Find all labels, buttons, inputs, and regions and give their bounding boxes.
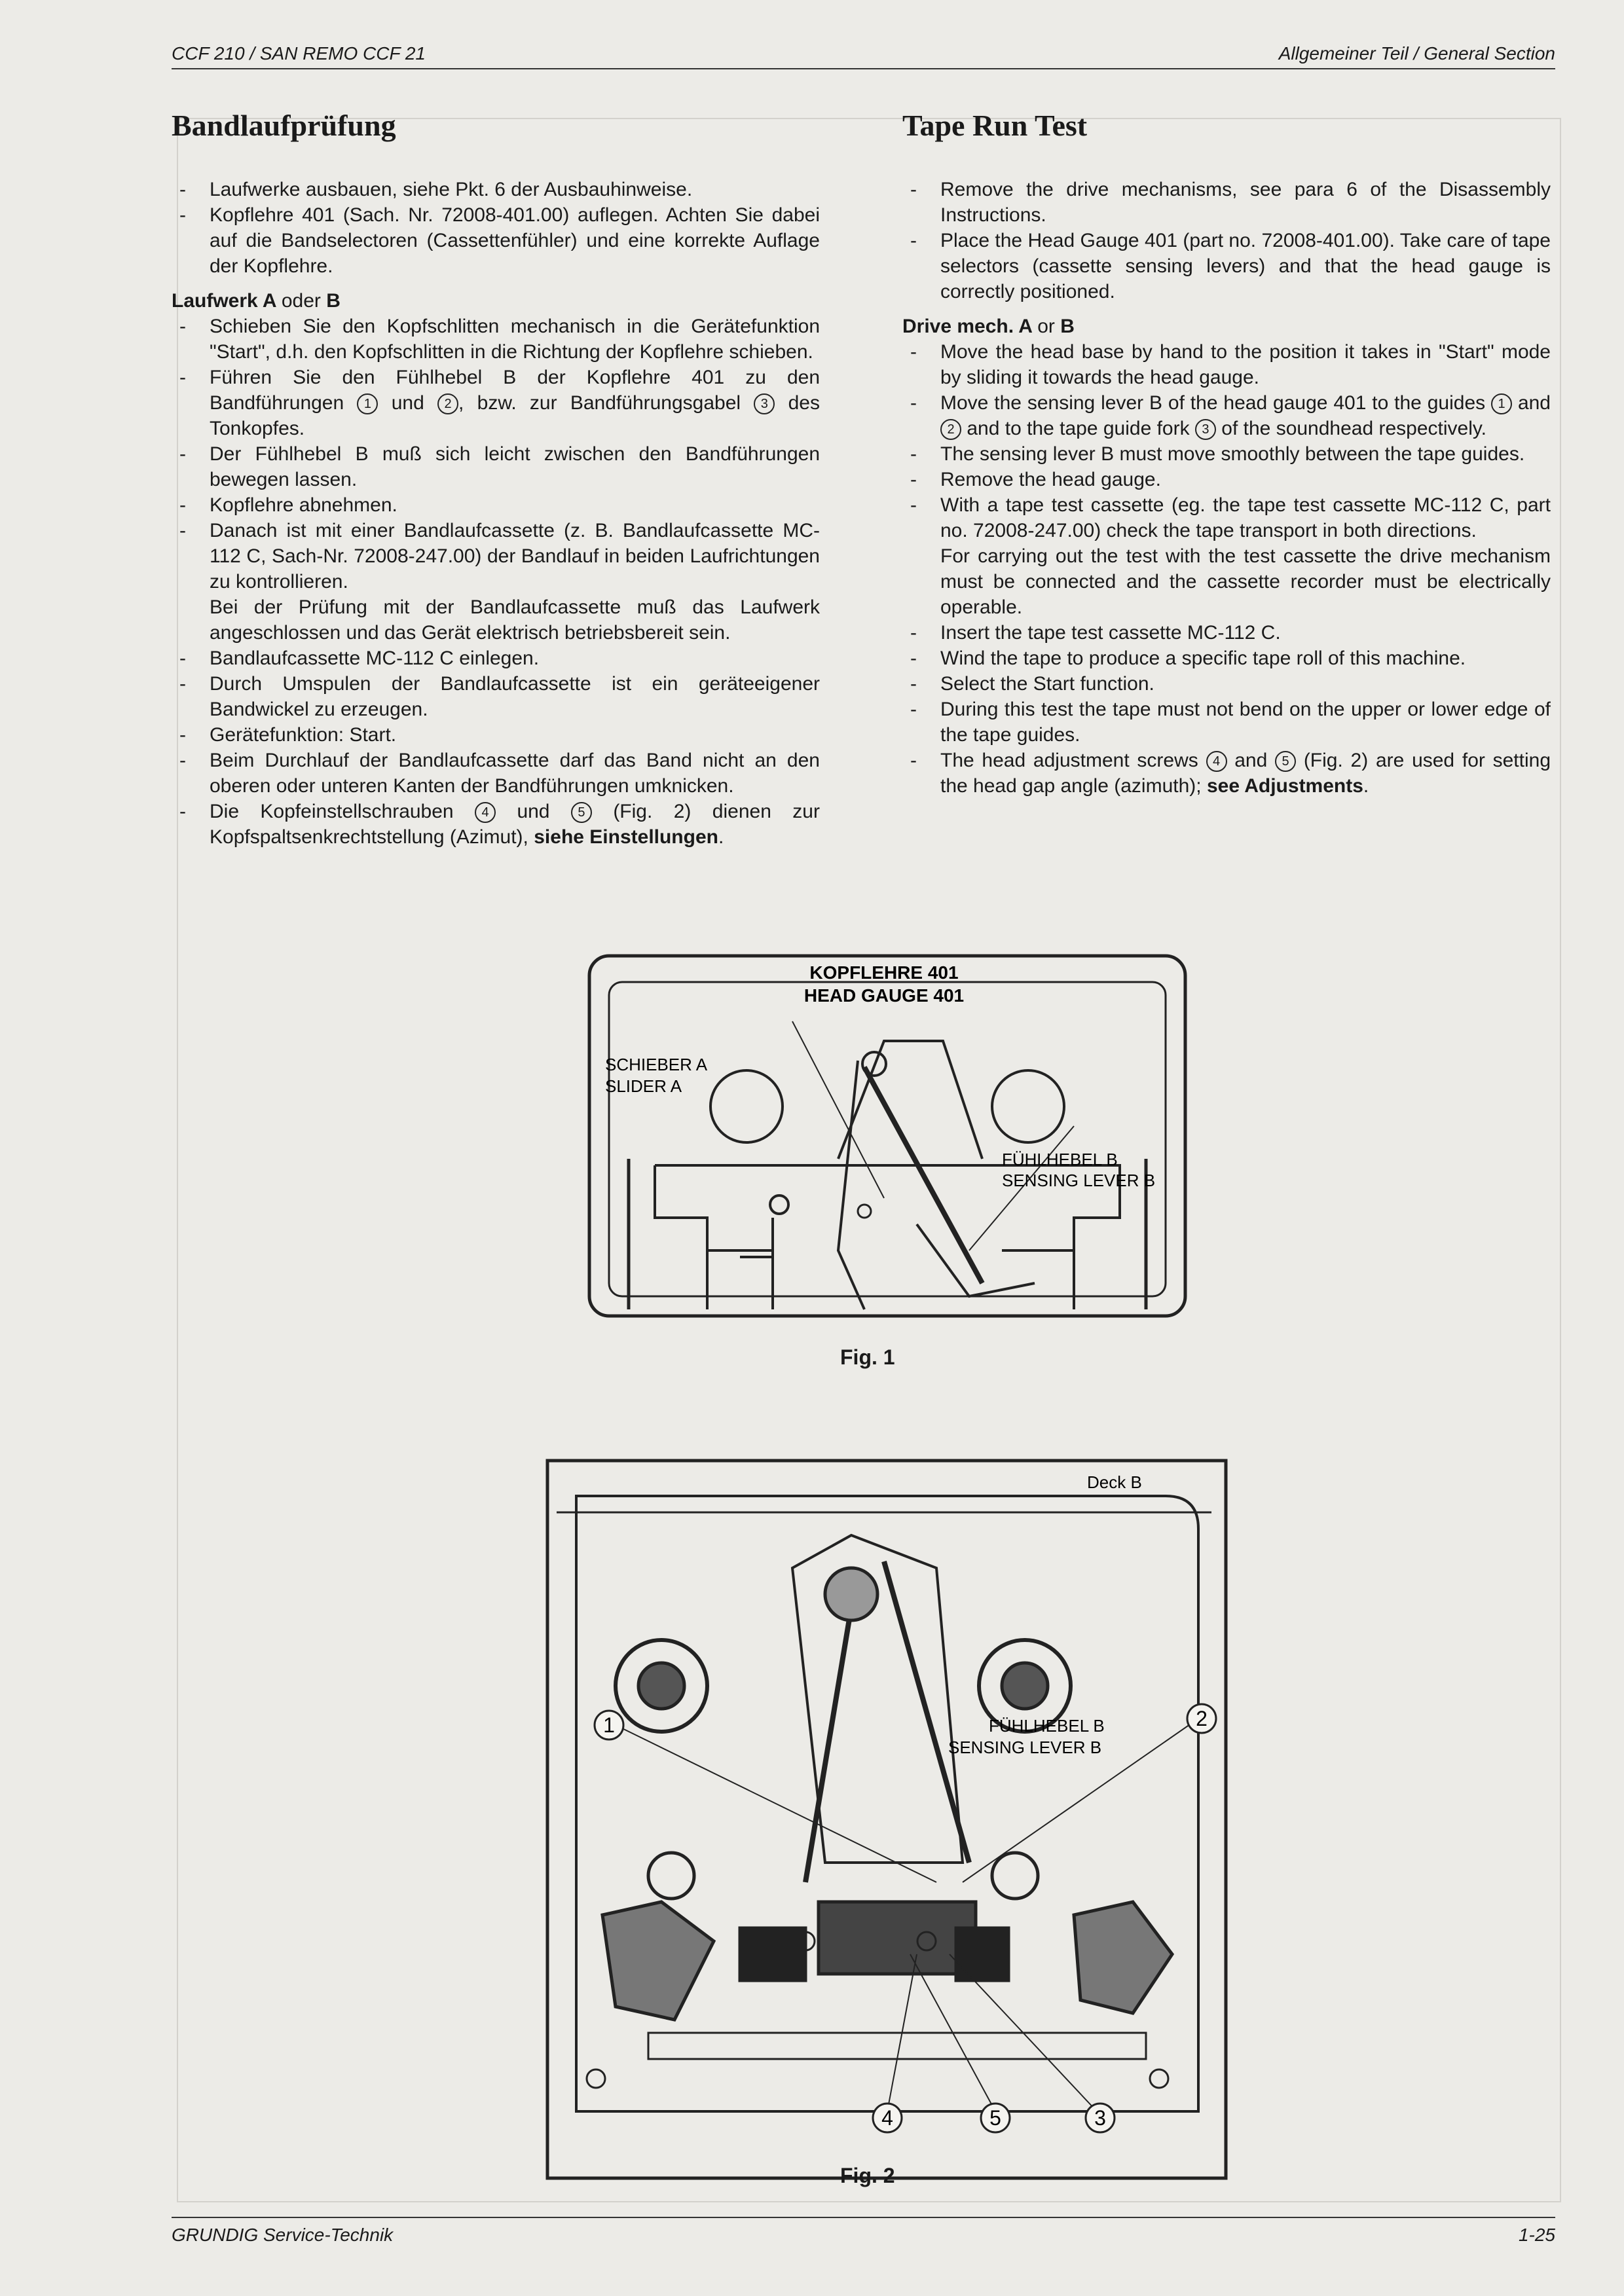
english-list-intro	[902, 177, 1551, 304]
callout-3: 3	[1094, 2106, 1106, 2130]
page-header	[172, 41, 1555, 69]
list-item: - Laufwerke ausbauen, siehe Pkt. 6 der Ausbauhinweise.	[172, 177, 820, 202]
german-subhead	[172, 288, 820, 314]
header-section: Allgemeiner Teil / General Section	[1278, 43, 1555, 64]
list-item: - The head adjustment screws 4 and 5 (Fig. 2) are used for setting the head gap angle (azimuth); see Adjustments.	[902, 748, 1551, 799]
callout-1-inline: 1	[1491, 393, 1512, 414]
english-subhead	[902, 314, 1551, 339]
list-item: - Place the Head Gauge 401 (part no. 72008-401.00). Take care of tape selectors (cassette sensing levers) and that the head gauge is correctly positioned.	[902, 228, 1551, 304]
title-english: Tape Run Test	[902, 109, 1088, 142]
label-head-gauge-en: HEAD GAUGE 401	[803, 985, 965, 1006]
label-sensing-lever-en: SENSING LEVER B	[948, 1738, 1102, 1757]
list-item: - Kopflehre 401 (Sach. Nr. 72008-401.00) auflegen. Achten Sie dabei auf die Bandselectoren (Cassettenfühler) und eine korrekte Auflage der Kopflehre.	[172, 202, 820, 279]
list-item: - During this test the tape must not bend on the upper or lower edge of the tape guides.	[902, 697, 1551, 748]
list-item: - With a tape test cassette (eg. the tape test cassette MC-112 C, part no. 72008-247.00) check the tape transport in both directions.	[902, 492, 1551, 543]
figure-1-caption: Fig. 1	[840, 1345, 895, 1369]
label-sensing-lever-de: FÜHLHEBEL B	[1002, 1150, 1118, 1169]
page-number: 1-25	[1518, 2225, 1555, 2245]
callout-2-inline: 2	[437, 393, 458, 414]
list-item: - Move the head base by hand to the position it takes in "Start" mode by sliding it towards the head gauge.	[902, 339, 1551, 390]
list-item: - Wind the tape to produce a specific tape roll of this machine.	[902, 646, 1551, 671]
subhead-drive-b: B	[326, 290, 341, 312]
label-sensing-lever-en: SENSING LEVER B	[1002, 1171, 1156, 1190]
label-slider-en: SLIDER A	[605, 1076, 682, 1096]
german-list-intro	[172, 177, 820, 279]
english-column	[902, 177, 1551, 799]
list-item: - Bandlaufcassette MC-112 C einlegen.	[172, 646, 820, 671]
english-list-steps	[902, 339, 1551, 799]
list-item: - Move the sensing lever B of the head gauge 401 to the guides 1 and 2 and to the tape guide fork 3 of the soundhead respectively.	[902, 390, 1551, 441]
callout-2-inline: 2	[940, 419, 961, 440]
list-item: - Select the Start function.	[902, 671, 1551, 697]
label-sensing-lever-de: FÜHLHEBEL B	[989, 1716, 1105, 1736]
callout-3-inline: 3	[754, 393, 775, 414]
list-item: - Führen Sie den Fühlhebel B der Kopflehre 401 zu den Bandführungen 1 und 2 , bzw. zur Bandführungsgabel 3 des Tonkopfes.	[172, 365, 820, 441]
callout-5-inline: 5	[571, 802, 592, 823]
list-item: - Beim Durchlauf der Bandlaufcassette darf das Band nicht an den oberen oder unteren Kanten der Bandführungen umknicken.	[172, 748, 820, 799]
list-item: - Remove the drive mechanisms, see para 6 of the Disassembly Instructions.	[902, 177, 1551, 228]
callout-2: 2	[1196, 1707, 1208, 1730]
callout-1-inline: 1	[357, 393, 378, 414]
header-model: CCF 210 / SAN REMO CCF 21	[172, 43, 426, 64]
list-item: - The sensing lever B must move smoothly between the tape guides.	[902, 441, 1551, 467]
callout-5: 5	[989, 2106, 1001, 2130]
list-item: - Der Fühlhebel B muß sich leicht zwischen den Bandführungen bewegen lassen.	[172, 441, 820, 492]
subhead-or: or	[1037, 316, 1055, 337]
list-item: - Remove the head gauge.	[902, 467, 1551, 492]
list-item: - Kopflehre abnehmen.	[172, 492, 820, 518]
german-list-steps	[172, 314, 820, 850]
figure-1-head-gauge-drawing	[576, 943, 1198, 1336]
list-item: - Durch Umspulen der Bandlaufcassette ist ein geräteeigener Bandwickel zu erzeugen.	[172, 671, 820, 722]
list-item: - Insert the tape test cassette MC-112 C.	[902, 620, 1551, 646]
subhead-drive-b: B	[1060, 316, 1075, 337]
title-german: Bandlaufprüfung	[172, 109, 396, 142]
callout-5-inline: 5	[1275, 751, 1296, 772]
german-column	[172, 177, 820, 850]
subhead-drive-a: Drive mech. A	[902, 316, 1032, 337]
list-item-continuation: Bei der Prüfung mit der Bandlaufcassette muß das Laufwerk angeschlossen und das Gerät elektrisch betriebsbereit sein.	[210, 596, 820, 644]
label-slider-de: SCHIEBER A	[605, 1055, 708, 1074]
footer-publisher: GRUNDIG Service-Technik	[172, 2225, 394, 2245]
subhead-drive-a: Laufwerk A	[172, 290, 276, 312]
link-adjustments-de: siehe Einstellungen	[534, 826, 718, 848]
list-item-continuation: For carrying out the test with the test cassette the drive mechanism must be connected and the cassette recorder must be electrically operable.	[940, 545, 1551, 618]
link-adjustments-en: see Adjustments	[1206, 775, 1363, 797]
list-item: - Die Kopfeinstellschrauben 4 und 5 (Fig. 2) dienen zur Kopfspaltsenkrechtstellung (Azimut), siehe Einstellungen.	[172, 799, 820, 850]
list-item: - Danach ist mit einer Bandlaufcassette (z. B. Bandlaufcassette MC-112 C, Sach-Nr. 72008-247.00) der Bandlauf in beiden Laufrichtungen zu kontrollieren.	[172, 518, 820, 594]
page-footer	[172, 2217, 1555, 2247]
callout-3-inline: 3	[1195, 419, 1216, 440]
label-head-gauge-de: KOPFLEHRE 401	[809, 962, 959, 983]
subhead-or: oder	[281, 290, 321, 312]
callout-4-inline: 4	[475, 802, 496, 823]
figure-2-drive-mechanism-drawing	[544, 1457, 1231, 2183]
label-deck-b: Deck B	[1087, 1472, 1142, 1492]
callout-4-inline: 4	[1206, 751, 1227, 772]
list-item: - Gerätefunktion: Start.	[172, 722, 820, 748]
callout-1: 1	[603, 1713, 615, 1737]
callout-4: 4	[881, 2106, 893, 2130]
figure-2-caption: Fig. 2	[840, 2164, 895, 2187]
list-item: - Schieben Sie den Kopfschlitten mechanisch in die Gerätefunktion "Start", d.h. den Kopfschlitten in die Richtung der Kopflehre schieben.	[172, 314, 820, 365]
